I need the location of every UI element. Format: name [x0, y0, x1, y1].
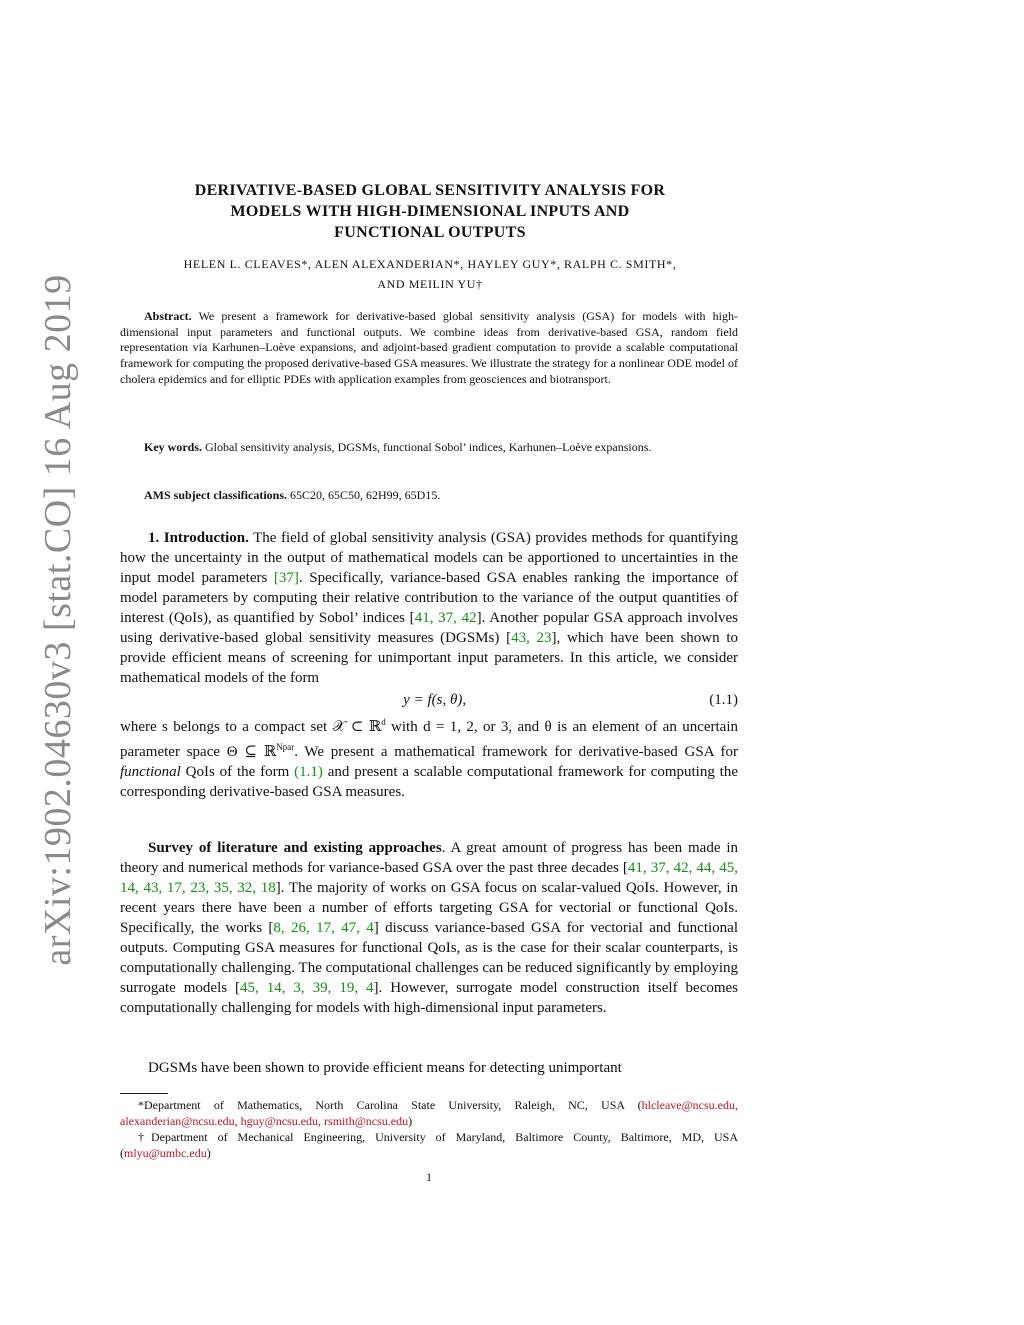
- intro-text: and present a scalable computational framework for computing the corresponding derivative-based GSA measures.: [120, 764, 738, 800]
- authors-line: HELEN L. CLEAVES*, ALEN ALEXANDERIAN*, HAYLEY GUY*, RALPH C. SMITH*,: [183, 257, 677, 271]
- ams-label: AMS subject classifications.: [144, 488, 287, 502]
- title-line: MODELS WITH HIGH-DIMENSIONAL INPUTS AND: [230, 203, 630, 220]
- email-link[interactable]: mlyu@umbc.edu: [124, 1145, 207, 1160]
- intro-text: ]. Another popular GSA approach involves using derivative-based global sensitivity measures (DGSMs) [: [120, 610, 739, 646]
- abstract-text: We present a framework for derivative-based global sensitivity analysis (GSA) for models with high-dimensional input parameters and functional outputs. We combine ideas from derivative-based GSA, random field representation via Karhunen–Loève expansions, and adjoint-based gradient computation to provide a scalable computational framework for computing the proposed derivative-based GSA measures. We illustrate the strategy for a nonlinear ODE model of cholera epidemics and for elliptic PDEs with application examples from geosciences and biotransport.: [120, 309, 738, 386]
- footnote-1: [120, 1098, 738, 1129]
- citation-link[interactable]: [37]: [273, 570, 299, 586]
- citation-link[interactable]: 41, 37, 42, 44, 45, 14, 43, 17, 23, 35, 32, 18: [120, 860, 738, 896]
- abstract: [120, 309, 738, 388]
- keywords-text: Global sensitivity analysis, DGSMs, functional Sobol’ indices, Karhunen–Loève expansions.: [205, 440, 652, 454]
- citation-link[interactable]: 41, 37, 42: [414, 610, 477, 626]
- survey-text: ] discuss variance-based GSA for vectorial and functional outputs. Computing GSA measures for functional QoIs, as is the case for their scalar counterparts, is computationally challenging. The computational challenges can be reduced significantly by employing surrogate models [: [120, 920, 739, 996]
- intro-text: with d = 1, 2, or 3, and θ is an element of an uncertain parameter space Θ ⊆ ℝ: [120, 719, 739, 760]
- superscript: d: [381, 717, 386, 727]
- ams-text: 65C20, 65C50, 62H99, 65D15.: [290, 488, 441, 502]
- intro-text: The field of global sensitivity analysis (GSA) provides methods for quantifying how the uncertainty in the output of mathematical models can be apportioned to uncertainties in the input model parameters: [120, 530, 738, 586]
- paper-title: [120, 180, 740, 243]
- equation-label: (1.1): [709, 692, 738, 708]
- abstract-label: Abstract.: [144, 309, 192, 323]
- footnote-text: ): [206, 1145, 211, 1160]
- arxiv-stamp: arXiv:1902.04630v3 [stat.CO] 16 Aug 2019: [37, 274, 79, 966]
- intro-text: where s belongs to a compact set 𝒳 ⊂ ℝ: [120, 719, 382, 735]
- footnote-text: *Department of Mathematics, North Carolina State University, Raleigh, NC, USA (: [138, 1098, 642, 1112]
- keywords: [120, 440, 738, 456]
- intro-text: ], which have been shown to provide efficient means of screening for unimportant input parameters. In this article, we consider mathematical models of the form: [120, 630, 739, 686]
- citation-link[interactable]: 45, 14, 3, 39, 19, 4: [240, 980, 374, 996]
- footnote-rule: [120, 1093, 168, 1094]
- footnote-text: †Department of Mechanical Engineering, University of Maryland, Baltimore County, Baltimore, MD, USA (: [120, 1130, 738, 1160]
- page-number: 1: [426, 1170, 432, 1184]
- intro-paragraph: [120, 712, 738, 802]
- title-line: DERIVATIVE-BASED GLOBAL SENSITIVITY ANALYSIS FOR: [194, 182, 666, 199]
- emphasis: functional: [120, 764, 181, 780]
- dgsms-paragraph: [120, 1058, 738, 1078]
- dgsms-text: DGSMs have been shown to provide efficient means for detecting unimportant: [148, 1060, 622, 1076]
- author-list: [120, 254, 740, 294]
- survey-text: ]. However, surrogate model construction itself becomes computationally challenging for models with high-dimensional input parameters.: [120, 980, 739, 1016]
- intro-text: . Specifically, variance-based GSA enables ranking the importance of model parameters by computing their relative contribution to the variance of the output quantities of interest (QoIs), as quantified by Sobol’ indices [: [120, 570, 739, 626]
- equation: y = f(s, θ),: [403, 692, 467, 708]
- intro-text: . We present a mathematical framework for derivative-based GSA for: [294, 744, 738, 760]
- authors-line: AND MEILIN YU†: [377, 277, 483, 291]
- footnote-text: ): [408, 1113, 413, 1128]
- title-line: FUNCTIONAL OUTPUTS: [334, 224, 526, 241]
- keywords-label: Key words.: [144, 440, 202, 454]
- paragraph-heading: Survey of literature and existing approaches: [148, 840, 442, 856]
- superscript: Npar: [276, 742, 295, 752]
- intro-paragraph: [120, 528, 738, 688]
- citation-link[interactable]: 8, 26, 17, 47, 4: [273, 920, 374, 936]
- survey-text: ]. The majority of works on GSA focus on scalar-valued QoIs. However, in recent years there have been a number of efforts targeting GSA for vectorial or functional QoIs. Specifically, the works [: [120, 880, 738, 936]
- footnote-2: [120, 1130, 738, 1161]
- survey-text: . A great amount of progress has been made in theory and numerical methods for variance-based GSA over the past three decades [: [120, 840, 738, 876]
- introduction-section: [120, 528, 738, 802]
- intro-text: QoIs of the form: [180, 764, 295, 780]
- citation-link[interactable]: 43, 23: [511, 630, 552, 646]
- survey-paragraph: [120, 838, 738, 1018]
- section-heading: 1. Introduction.: [148, 530, 249, 546]
- equation-row: [120, 690, 738, 710]
- equation-ref-link[interactable]: (1.1): [294, 764, 323, 780]
- email-link[interactable]: hlcleave@ncsu.edu, alexanderian@ncsu.edu, hguy@ncsu.edu, rsmith@ncsu.edu: [120, 1098, 738, 1128]
- ams-classifications: [120, 488, 738, 504]
